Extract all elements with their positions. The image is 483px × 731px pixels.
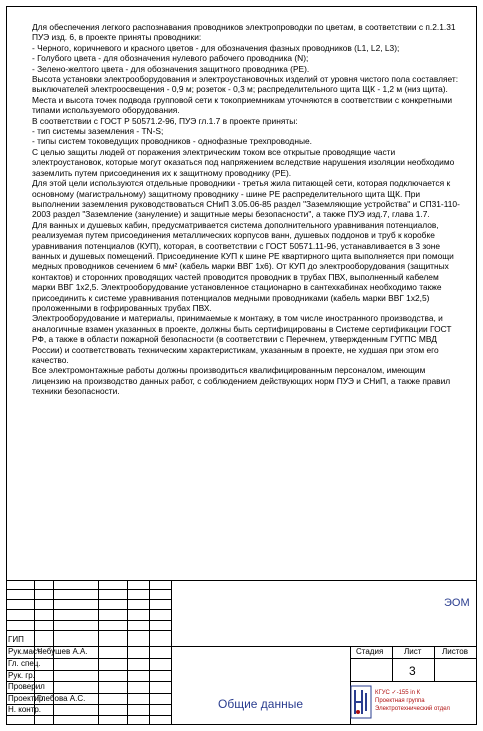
role-norm-control: Н. контр.: [8, 705, 42, 714]
org-line-3: Электротехнический отдел: [375, 706, 450, 712]
name-designer: Глебова А.С.: [37, 694, 86, 703]
notes-text: Для обеспечения легкого распознавания проводников электропроводки по цветам, в соответствии с п.2.1.31 ПУЭ изд. 6, в проекте приняты проводники: - Черного, коричневого и красного цветов - для обозначения фазных проводников (L1, L2, L3); - Голубого цвета - для обозначения нулевого рабочего проводника (N); - Зелено-желтого цвета - для обозначения защитного проводника (PE). Высота установки электрооборудования и электроустановочных изделий от уровня чистого пола составляет: выключателей электроосвещения - 0,9 м; розеток - 0,3 м; распределительного щита ЩК - 1,2 м (низ щита). Места и высота точек подвода групповой сети к токоприемникам уточняются в соответствии с конкретными типами используемого оборудования. В соответствии с ГОСТ Р 50571.2-96, ПУЭ гл.1.7 в проекте приняты: - тип системы заземления - TN-S; - типы систем токоведущих проводников - однофазные трехпроводные. С целью защиты людей от поражения электрическим током все открытые проводящие части электроустановок, которые могут оказаться под напряжением вследствие нарушения изоляции необходимо заземлить путем присоединения их к защитному проводнику (PE). Для этой цели используются отдельные проводники - третья жила питающей сети, которая подключается к основному (магистральному) защитному проводнику - шине PE распределительного щита ЩК. При выполнении заземления руководствоваться СНиП 3.05.06-85 раздел "Заземляющие устройства" и СП31-110-2003 раздел "Заземление (зануление) и защитные меры безопасности", а также ПУЭ изд.7, глава 1.7. Для ванных и душевых кабин, предусматривается система дополнительного уравнивания потенциалов, реализуемая путем присоединения металлических корпусов ванн, душевых поддонов и труб к коробке уравнивания потенциалов (КУП), которая, в соответствии с ГОСТ 50571.11-96, устанавливается в 3 зоне ванных и душевых помещений. Присоединение КУП к шине PE квартирного щита выполняется при помощи медных проводников сечением 6 мм² (кабель марки ВВГ 1х6). От КУП до электрооборудования (защитных контактов) и сторонних проводящих частей проводится проводник в трубах ПВХ, выполненный кабелем марки ВВГ 1х2,5. Электрооборудование установленное стационарно в сантехкабинах необходимо также присоединить к системе уравнивания потенциалов медными проводниками (кабель марки ВВГ 1х2,5) проложенными в гофрированных трубах ПВХ. Электрооборудование и материалы, принимаемые к монтажу, в том числе иностранного производства, и аналогичные взамен указанных в проекте, должны быть сертифицированы в Системе сертификации ГОСТ РФ, а также в области пожарной безопасности (в соответствии с Перечнем, утвержденным ГУГПС МВД России) и соответствовать техническим характеристикам, указанным в проекте, не худшая при этом его качество. Все электромонтажные работы должны производиться квалифицированным персоналом, имеющим лицензию на производство данных работ, с соблюдением действующих норм ПУЭ и СНиП, а также правил техники безопасности.: [32, 22, 460, 397]
role-head: Рук.маст.: [8, 647, 43, 656]
name-head: Чебушев А.А.: [37, 647, 88, 656]
document-code: ЭОМ: [444, 597, 470, 609]
stage-label: Стадия: [356, 647, 384, 656]
organization-name: [375, 689, 475, 713]
company-logo-icon: [350, 685, 372, 719]
role-designer: Проектир.: [8, 694, 46, 703]
role-group-lead: Рук. гр.: [8, 671, 35, 680]
sheet-title: Общие данные: [218, 697, 304, 711]
sheet-label: Лист: [404, 647, 422, 656]
sheet-number: 3: [409, 664, 416, 678]
sheets-label: Листов: [442, 647, 468, 656]
role-chief-spec: Гл. спец.: [8, 659, 41, 668]
org-line-2: Проектная группа: [375, 698, 425, 704]
role-checked: Проверил: [8, 682, 45, 691]
role-gip: ГИП: [8, 635, 24, 644]
org-line-1: КГУС ✓-155 in К: [375, 690, 421, 696]
